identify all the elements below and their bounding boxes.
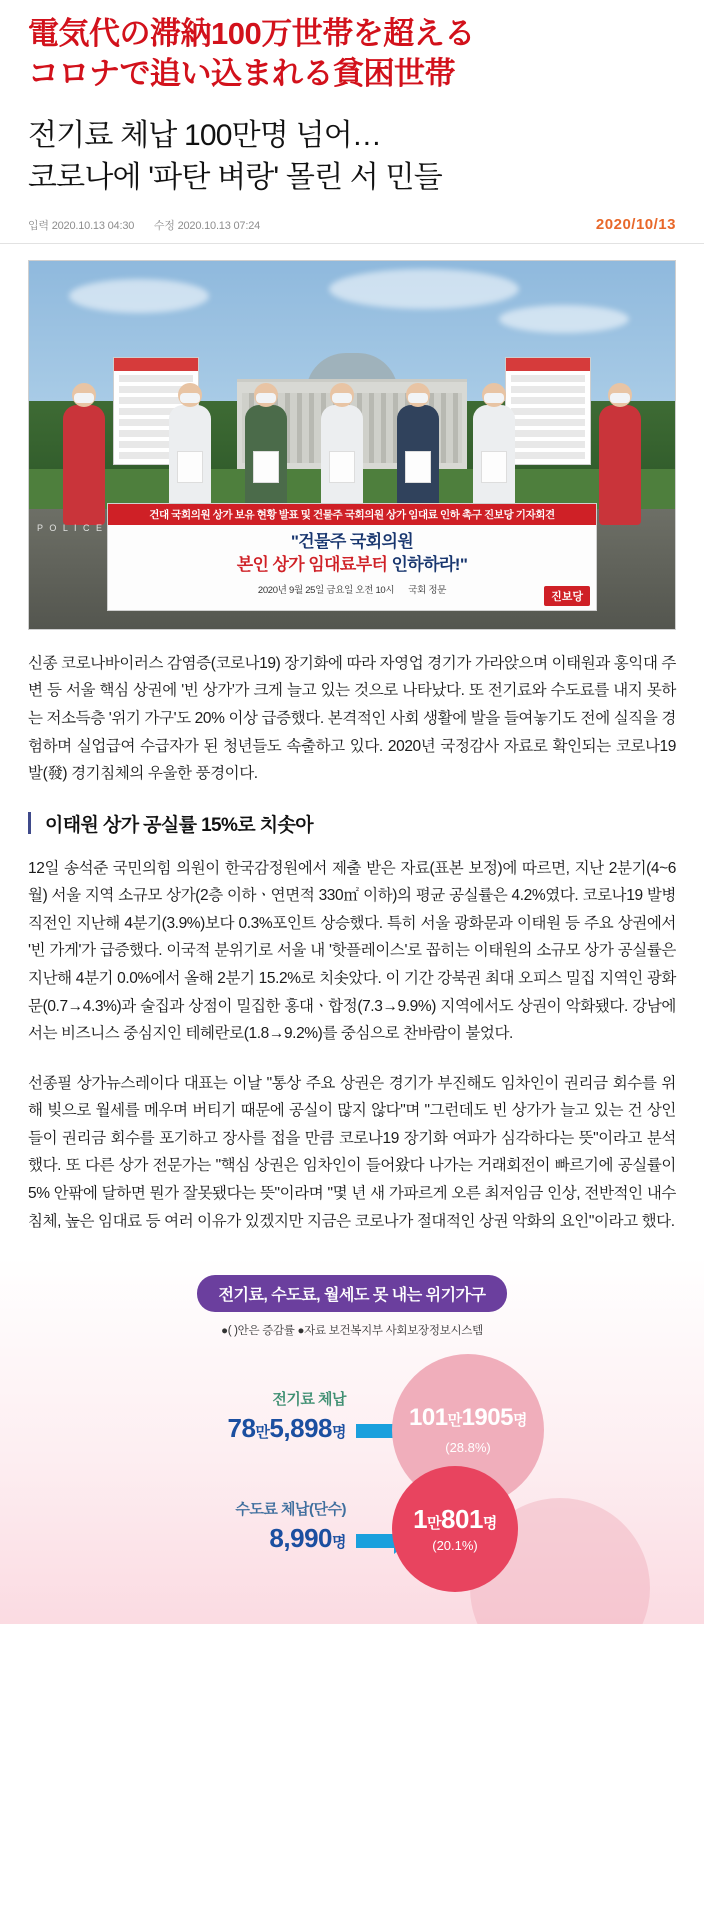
person-figure — [599, 405, 641, 525]
person-figure — [63, 405, 105, 525]
press-banner-line-2b: 인하하라!" — [387, 554, 468, 574]
date-badge: 2020/10/13 — [595, 215, 676, 233]
subheading-bar-icon — [28, 812, 31, 834]
headline-line-1: 전기료 체납 100만명 넘어… — [28, 118, 382, 152]
row-water-before-value: 8,990명 — [269, 1523, 346, 1554]
article-photo — [28, 260, 676, 630]
row-electricity-after-value: 101만1905명 — [409, 1404, 527, 1432]
police-text: P O L I C E — [37, 522, 105, 533]
infographic-legend: ●( )안은 증감률 ●자료 보건복지부 사회보장정보시스템 — [221, 1325, 483, 1338]
paragraph-1: 신종 코로나바이러스 감염증(코로나19) 장기화에 따라 자영업 경기가 가라앉으며 이태원과 홍익대 주변 등 서울 핵심 상권에 '빈 상가'가 크게 늘고 있는 것으로 나타났다. 또 전기료와 수도료를 내지 못하는 저소득층 '위기 가구'도 20% 이상 급증했다. 본격적인 사회 생활에 발을 들여놓기도 전에 실직을 경험하며 실업급여 수급자가 된 청년들도 속출하고 있다. 2020년 국정감사 자료로 확인되는 코로나19발(發) 경기침체의 우울한 풍경이다. — [28, 654, 676, 783]
press-banner — [107, 503, 597, 611]
banner-headline-line-2: コロナで追い込まれる貧困世帯 — [28, 56, 455, 92]
headline-line-2: 코로나에 '파탄 벼랑' 몰린 서 민들 — [28, 161, 442, 195]
press-banner-line-2a: 본인 상가 임대료부터 — [236, 554, 388, 574]
published-time: 2020.10.13 04:30 — [51, 219, 135, 232]
row-electricity-change: (28.8%) — [445, 1440, 491, 1456]
row-water-after-circle — [392, 1466, 518, 1592]
timestamps — [28, 217, 260, 233]
party-logo: 진보당 — [544, 586, 590, 606]
subheading-text: 이태원 상가 공실률 15%로 치솟아 — [45, 814, 313, 836]
arrow-right-icon — [356, 1424, 396, 1438]
press-banner-line-1: "건물주 국회의원 — [290, 531, 414, 551]
published-label: 입력 — [28, 219, 49, 232]
banner-headline — [0, 0, 704, 105]
updated-label: 수정 — [153, 219, 175, 232]
infographic — [0, 1257, 704, 1624]
updated-time: 2020.10.13 07:24 — [177, 219, 261, 232]
row-electricity-before-value: 78만5,898명 — [227, 1413, 346, 1444]
cloud-shape — [69, 279, 209, 313]
article-photo-wrapper — [0, 244, 704, 630]
cloud-shape — [329, 269, 519, 309]
paragraph-2: 12일 송석준 국민의힘 의원이 한국감정원에서 제출 받은 자료(표본 보정)에 따르면, 지난 2분기(4~6월) 서울 지역 소규모 상가(2층 이하ㆍ연면적 330㎡ 이하)의 평균 공실률은 4.2%였다. 코로나19 발병 직전인 지난해 4분기(3.9%)보다 0.3%포인트 상승했다. 특히 서울 광화문과 이태원 등 주요 상권에서 '빈 가게'가 급증했다. 이국적 분위기로 서울 내 '핫플레이스'로 꼽히는 이태원의 소규모 상가 공실률은 지난해 4분기 0.0%에서 올해 2분기 15.2%로 치솟았다. 이 기간 강북권 최대 오피스 밀집 지역인 광화문(0.7→4.3%)과 술집과 상점이 밀집한 홍대ㆍ합정(7.3→9.9%) 지역에서도 상권이 악화됐다. 강남에서는 비즈니스 중심지인 테헤란로(1.8→9.2%)를 중심으로 찬바람이 불었다. — [28, 859, 676, 1043]
row-water-before — [196, 1498, 346, 1554]
page-title — [0, 105, 704, 204]
arrow-right-icon — [356, 1534, 396, 1548]
row-water-change: (20.1%) — [432, 1538, 478, 1554]
placard-right — [505, 357, 591, 465]
paragraph-3: 선종필 상가뉴스레이다 대표는 이날 "통상 주요 상권은 경기가 부진해도 임차인이 권리금 회수를 위해 빚으로 월세를 메우며 버티기 때문에 공실이 많지 않다"며 "그런데도 빈 상가가 늘고 있는 건 상인들이 권리금 회수를 포기하고 장사를 접을 만큼 코로나19 장기화 여파가 심각하다는 뜻"이라고 분석했다. 또 다른 상가 전문가는 "핵심 상권은 임차인이 들어왔다 나가는 거래회전이 빠르기에 공실률이 5% 안팎에 달하면 뭔가 잘못됐다는 뜻"이라며 "몇 년 새 가파르게 오른 최저임금 인상, 전반적인 내수침체, 높은 임대료 등 여러 이유가 있겠지만 지금은 코로나가 절대적인 상권 악화의 요인"이라고 했다. — [28, 1074, 676, 1230]
article-body — [0, 630, 704, 1235]
press-banner-footer-right: 국회 정문 — [408, 584, 447, 596]
row-water-label: 수도료 체납(단수) — [235, 1501, 346, 1519]
row-electricity-label: 전기료 체납 — [272, 1391, 346, 1409]
cloud-shape — [499, 305, 629, 333]
row-water-after-value: 1만801명 — [413, 1504, 497, 1535]
section-subheading — [28, 810, 676, 837]
press-banner-caption: 건대 국회의원 상가 보유 현황 발표 및 건물주 국회의원 상가 임대료 인하 촉구 진보당 기자회견 — [108, 504, 596, 525]
infographic-title: 전기료, 수도료, 월세도 못 내는 위기가구 — [197, 1275, 508, 1312]
press-banner-footer-left: 2020년 9월 25일 금요일 오전 10시 — [257, 584, 395, 596]
banner-headline-line-1: 電気代の滞納100万世帯を超える — [28, 16, 475, 51]
article-meta — [0, 204, 704, 244]
infographic-body — [0, 1348, 704, 1598]
row-electricity-before — [196, 1388, 346, 1444]
